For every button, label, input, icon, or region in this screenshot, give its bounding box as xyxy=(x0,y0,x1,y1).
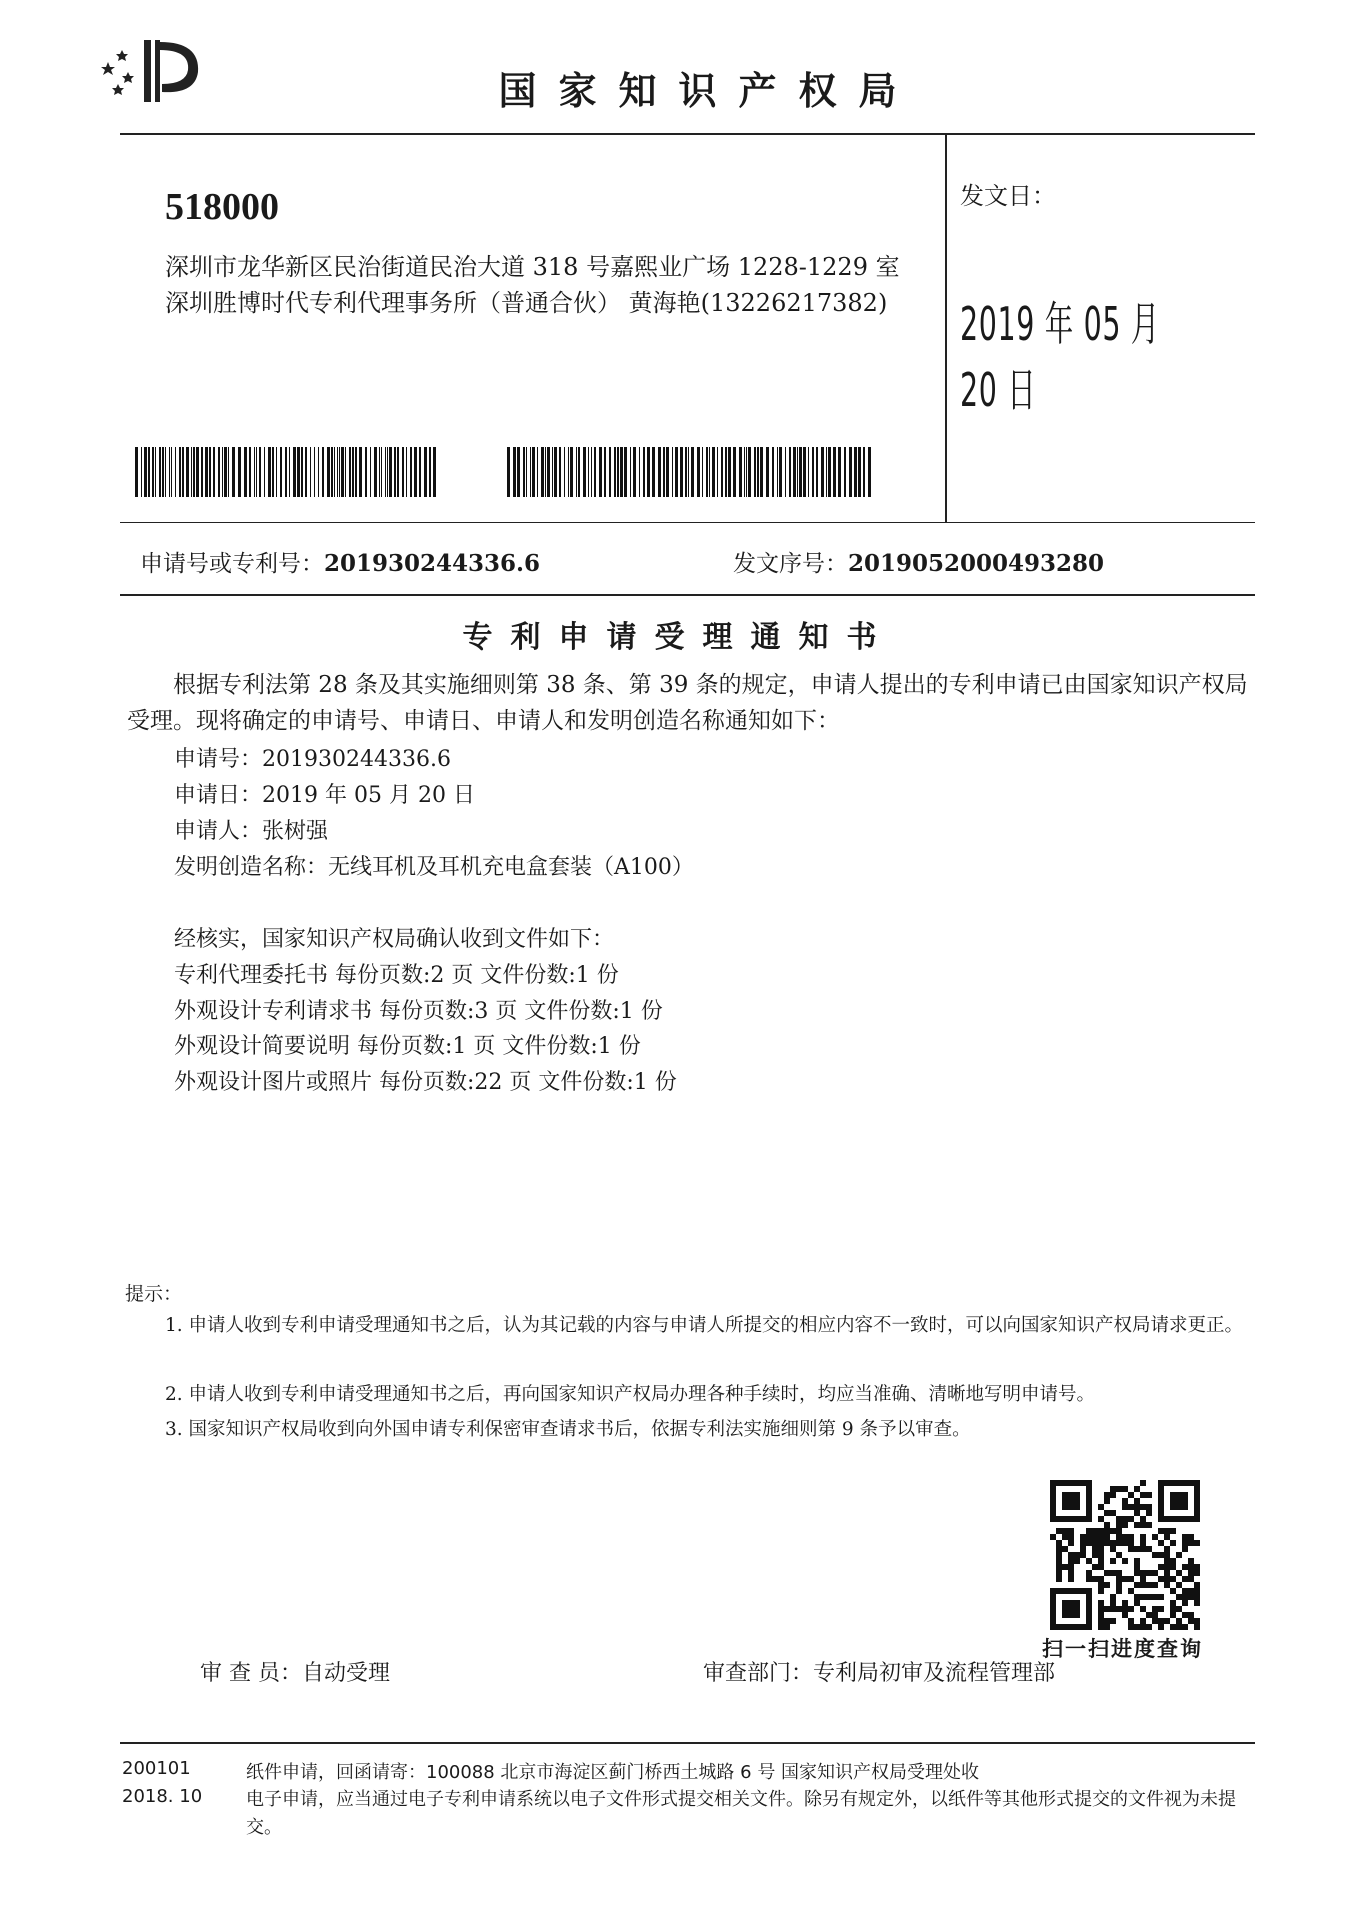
examination-department: 审查部门：专利局初审及流程管理部 xyxy=(703,1661,1056,1686)
number-row-bottom-divider xyxy=(120,594,1255,596)
application-number xyxy=(140,545,540,578)
issue-date-label: 发文日： xyxy=(960,182,1056,210)
paper-submission-note: 纸件申请，回函请寄：100088 北京市海淀区蓟门桥西土城路 6 号 国家知识产权局受理处收 xyxy=(246,1762,980,1783)
postcode: 518000 xyxy=(165,186,279,228)
application-number-value: 201930244336.6 xyxy=(324,550,541,577)
detail-invention-name: 发明创造名称：无线耳机及耳机充电盒套装（A100） xyxy=(174,855,694,880)
address-line: 深圳市龙华新区民治街道民治大道 318 号嘉熙业广场 1228-1229 室 xyxy=(165,253,900,281)
notice-title: 专利申请受理通知书 xyxy=(462,620,895,655)
number-row-top-divider xyxy=(120,522,1255,523)
electronic-submission-note: 电子申请，应当通过电子专利申请系统以电子文件形式提交相关文件。除另有规定外，以纸件等其他形式提交的文件视为未提交。 xyxy=(246,1789,1236,1838)
qr-caption: 扫一扫进度查询 xyxy=(1042,1636,1203,1661)
detail-applicant: 申请人：张树强 xyxy=(174,819,329,844)
date-column-divider xyxy=(945,133,947,523)
barcode-right xyxy=(507,447,877,497)
notice-intro: 根据专利法第 28 条及其实施细则第 38 条、第 39 条的规定，申请人提出的专利申请已由国家知识产权局受理。现将确定的申请号、申请日、申请人和发明创造名称通知如下： xyxy=(127,672,1248,734)
receipt-intro: 经核实，国家知识产权局确认收到文件如下： xyxy=(174,927,615,952)
form-code: 200101 xyxy=(122,1758,191,1779)
hints-title: 提示： xyxy=(125,1283,183,1305)
hint-item: 3. 国家知识产权局收到向外国申请专利保密审查请求书后，依据专利法实施细则第 9 条予以审查。 xyxy=(165,1419,971,1440)
document-item: 外观设计简要说明 每份页数:1 页 文件份数:1 份 xyxy=(174,1034,641,1059)
detail-application-number: 申请号：201930244336.6 xyxy=(174,747,451,772)
serial-number xyxy=(733,545,1104,578)
hint-item: 2. 申请人收到专利申请受理通知书之后，再向国家知识产权局办理各种手续时，均应当准确、清晰地写明申请号。 xyxy=(165,1384,1096,1405)
document-item: 专利代理委托书 每份页数:2 页 文件份数:1 份 xyxy=(174,963,619,988)
document-item: 外观设计图片或照片 每份页数:22 页 文件份数:1 份 xyxy=(174,1070,677,1095)
barcode-left xyxy=(135,447,440,497)
issue-date-value: 2019 年 05 月 20 日 xyxy=(960,297,1160,417)
serial-number-label: 发文序号： xyxy=(733,551,848,577)
document-item: 外观设计专利请求书 每份页数:3 页 文件份数:1 份 xyxy=(174,999,663,1024)
top-divider xyxy=(120,133,1255,135)
examiner: 审 查 员：自动受理 xyxy=(200,1661,390,1686)
footer-divider xyxy=(120,1742,1255,1744)
office-name: 国家知识产权局 xyxy=(498,69,919,113)
form-date: 2018. 10 xyxy=(122,1786,203,1807)
detail-application-date: 申请日：2019 年 05 月 20 日 xyxy=(174,783,475,808)
application-number-label: 申请号或专利号： xyxy=(140,551,324,577)
hint-item: 1. 申请人收到专利申请受理通知书之后，认为其记载的内容与申请人所提交的相应内容不一致时，可以向国家知识产权局请求更正。 xyxy=(165,1315,1244,1336)
qr-code[interactable] xyxy=(1050,1480,1200,1630)
serial-number-value: 2019052000493280 xyxy=(848,550,1105,577)
agency-line: 深圳胜博时代专利代理事务所（普通合伙） 黄海艳(13226217382) xyxy=(165,289,888,317)
